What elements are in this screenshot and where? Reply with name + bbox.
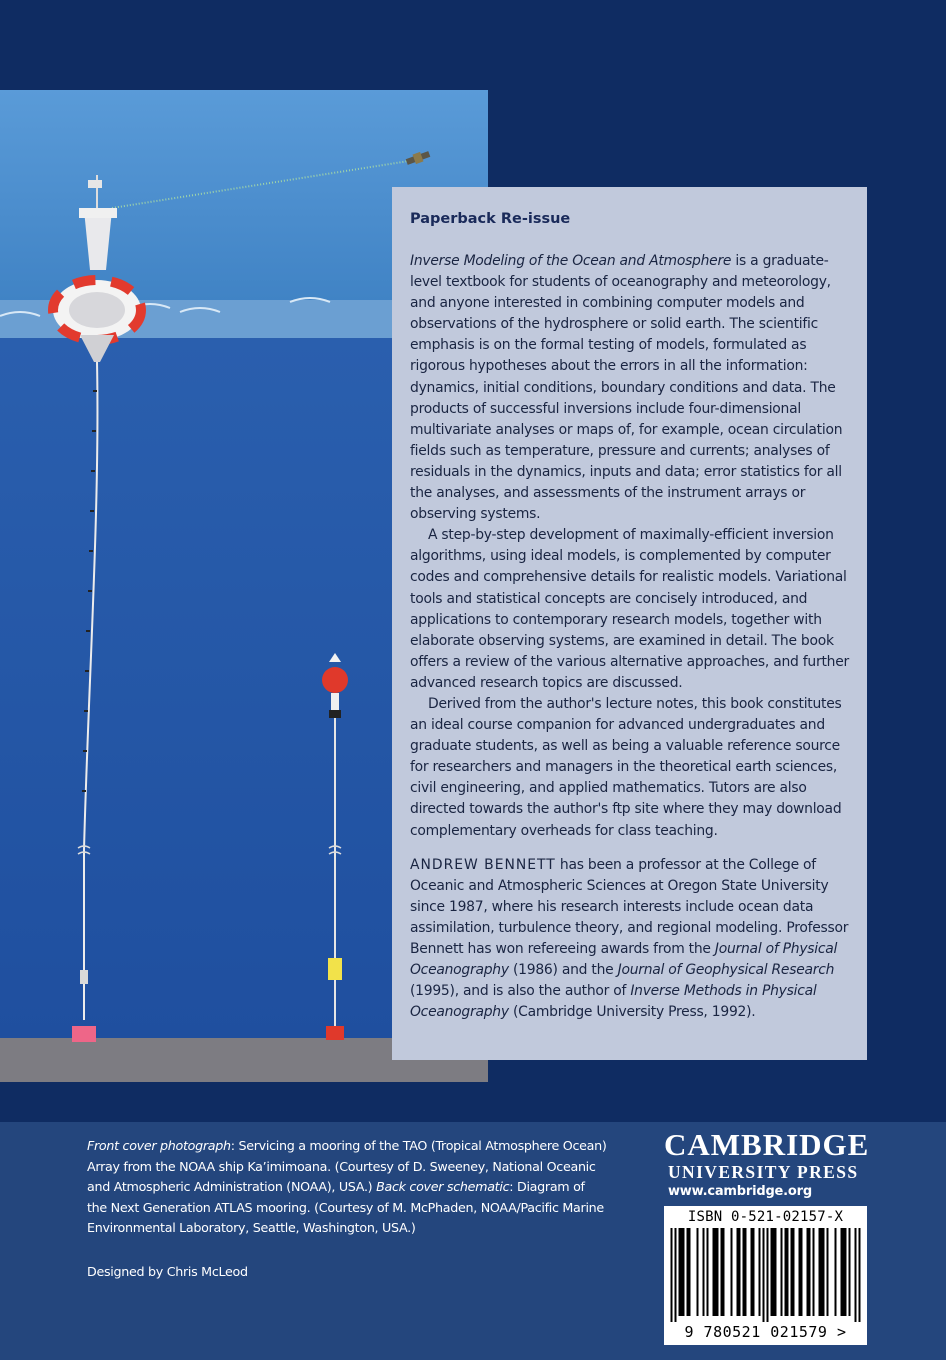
barcode-bar (739, 1228, 741, 1316)
blurb-paragraph-2: A step-by-step development of maximally-efficient inversion algorithms, using ideal models, is complemented by computer codes and comprehensive details for realistic models. Variational tools and statistical concepts are concisely introduced, and applications to contemporary research models, together with elaborate observing systems, are examined in detail. The book offers a review of the various alternative approaches, and further advanced research topics are discussed. (410, 527, 849, 691)
publisher-subname: UNIVERSITY PRESS (668, 1162, 859, 1182)
blurb-paragraph-3: Derived from the author's lecture notes, this book constitutes an ideal course companion for advanced undergraduates and graduate students, as well as being a valuable reference source for researchers and managers in the theoretical earth sciences, civil engineering, and applied mathematics. Tutors are also directed towards the author's ftp site where they may download complementary overheads for class teaching. (410, 695, 842, 839)
reissue-heading: Paperback Re-issue (410, 211, 571, 227)
designer-credit: Designed by Chris McLeod (87, 1264, 248, 1279)
anchor-release-left (80, 970, 88, 984)
barcode (664, 1206, 867, 1345)
anchor-right (326, 1026, 344, 1040)
barcode-bar (845, 1228, 847, 1316)
ean-text: 9 780521 021579 > (684, 1323, 847, 1341)
author-bio-c: (1995), and is also the author of (410, 983, 631, 1000)
barcode-bar (687, 1228, 689, 1316)
publisher-name: CAMBRIDGE (664, 1127, 870, 1162)
author-bio-a: has been a professor at the College of Oceanic and Atmospheric Sciences at Oregon State University since 1987, where his research interests include ocean data assimilation, turbulence theory, and regional modeling. Professor Bennett has won refereeing awards from the (410, 856, 849, 957)
barcode-bar (785, 1228, 787, 1316)
barcode-bar (773, 1228, 775, 1316)
barcode-bar (731, 1228, 733, 1316)
back-cover-credit: : Diagram of the Next Generation ATLAS mooring. (Courtesy of M. McPhaden, NOAA/Pacific Marine Environmental Laboratory, Seattle, Washington, USA.) (87, 1179, 604, 1235)
barcode-bar (807, 1228, 809, 1316)
barcode-bar (707, 1228, 709, 1316)
release-right (328, 958, 342, 980)
barcode-bar (859, 1228, 861, 1322)
book-title: Inverse Modeling of the Ocean and Atmosphere (410, 253, 732, 269)
author-bio-d: (Cambridge University Press, 1992). (508, 1004, 756, 1021)
barcode-bar (763, 1228, 765, 1322)
barcode-bar (683, 1228, 685, 1316)
barcode-bar (743, 1228, 745, 1316)
barcode-bar (791, 1228, 793, 1316)
author-name: ANDREW BENNETT (410, 856, 556, 873)
barcode-bar (671, 1228, 673, 1322)
barcode-bar (775, 1228, 777, 1316)
barcode-bar (835, 1228, 837, 1316)
barcode-bar (799, 1228, 801, 1316)
author-bio (410, 855, 849, 1024)
barcode-bar (819, 1228, 821, 1316)
barcode-bar (849, 1228, 851, 1316)
author-bio-b: (1986) and the (508, 962, 618, 979)
barcode-bar (781, 1228, 783, 1316)
barcode-bar (823, 1228, 825, 1316)
back-cover-label: Back cover schematic (376, 1179, 510, 1194)
publisher-logo (664, 1127, 870, 1182)
barcode-bar (681, 1228, 683, 1316)
barcode-bar (717, 1228, 719, 1316)
barcode-bar (737, 1228, 739, 1316)
barcode-bar (675, 1228, 677, 1322)
barcode-bar (827, 1228, 829, 1316)
blurb-panel (392, 187, 867, 1060)
barcode-bar (679, 1228, 681, 1316)
anchor-left (72, 1026, 96, 1042)
barcode-bar (759, 1228, 761, 1316)
barcode-bar (767, 1228, 769, 1322)
journal-1: Journal of Physical Oceanography (410, 941, 838, 979)
barcode-bar (721, 1228, 723, 1316)
barcode-bar (855, 1228, 857, 1322)
barcode-bar (801, 1228, 803, 1316)
barcode-bar (715, 1228, 717, 1316)
barcode-bar (753, 1228, 755, 1316)
barcode-bar (745, 1228, 747, 1316)
barcode-bar (793, 1228, 795, 1316)
barcode-bar (703, 1228, 705, 1316)
publisher-url: www.cambridge.org (668, 1184, 812, 1199)
journal-2: Journal of Geophysical Research (617, 962, 835, 979)
isbn-text: ISBN 0-521-02157-X (687, 1209, 844, 1225)
barcode-bar (821, 1228, 823, 1316)
blurb-paragraph-1 (410, 251, 849, 525)
barcode-bar (713, 1228, 715, 1316)
front-cover-credit: : Servicing a mooring of the TAO (Tropical Atmosphere Ocean) Array from the NOAA ship Ka’imimoana. (Courtesy of D. Sweeney, National Oceanic and Atmospheric Administration (NOAA), USA.) (87, 1138, 607, 1194)
barcode-bar (809, 1228, 811, 1316)
barcode-bars (670, 1228, 861, 1322)
other-book-title: Inverse Methods in Physical Oceanography (410, 983, 817, 1021)
barcode-bar (697, 1228, 699, 1316)
barcode-bar (843, 1228, 845, 1316)
barcode-bar (689, 1228, 691, 1316)
cover-credits (87, 1136, 607, 1239)
barcode-bar (841, 1228, 843, 1316)
barcode-bar (771, 1228, 773, 1316)
barcode-bar (723, 1228, 725, 1316)
footer (0, 1122, 946, 1360)
barcode-bar (751, 1228, 753, 1316)
barcode-bar (813, 1228, 815, 1316)
front-cover-label: Front cover photograph (87, 1138, 231, 1153)
barcode-bar (787, 1228, 789, 1316)
blurb-paragraph-1-text: is a graduate-level textbook for students of oceanography and meteorology, and anyone interested in combining computer models and observations of the hydrosphere or solid earth. The scientific emphasis is on the formal testing of models, formulated as rigorous hypotheses about the errors in all the information: dynamics, initial conditions, boundary conditions and data. The products of successful inversions include four-dimensional multivariate analyses or maps of, for example, ocean circulation fields such as temperature, pressure and currents; analyses of residuals in the dynamics, inputs and data; error statistics for all the analyses, and assessments of the instrument arrays or observing systems. (410, 253, 843, 523)
